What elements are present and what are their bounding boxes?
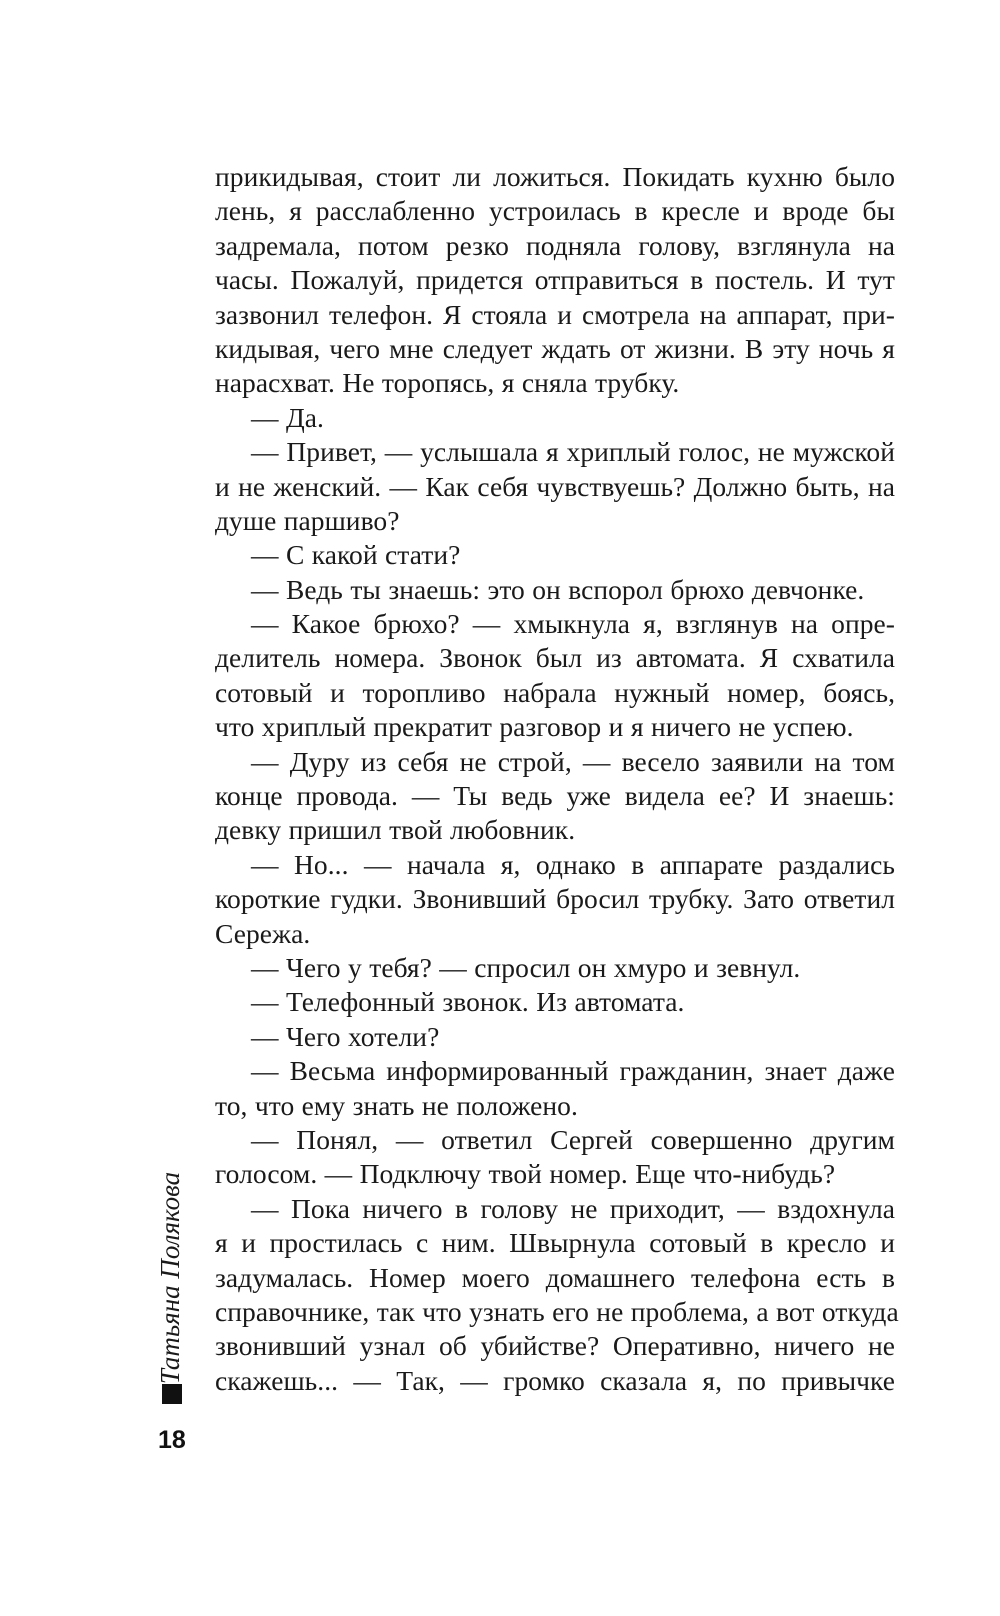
text-line: — Чего у тебя? — спросил он хмуро и зевнул. [251, 951, 801, 983]
text-line: задремала, потом резко подняла голову, взглянула на [215, 229, 895, 261]
text-line: — Какое брюхо? — хмыкнула я, взглянув на опре- [251, 608, 895, 640]
text-line: — Понял, — ответил Сергей совершенно другим [251, 1123, 895, 1155]
text-line: звонивший узнал об убийстве? Оперативно, ничего не [215, 1330, 895, 1362]
body-text [215, 160, 899, 1398]
text-line: — Пока ничего в голову не приходит, — вздохнула [251, 1192, 895, 1224]
text-line: часы. Пожалуй, придется отправиться в постель. И тут [215, 264, 895, 296]
text-line: зазвонил телефон. Я стояла и смотрела на аппарат, при- [215, 298, 895, 330]
running-header [152, 1148, 188, 1410]
text-line: что хриплый прекратит разговор и я ничего не успею. [215, 711, 854, 743]
text-line: — С какой стати? [251, 539, 461, 571]
text-line: скажешь... — Так, — громко сказала я, по привычке [215, 1364, 895, 1396]
text-line: задумалась. Номер моего домашнего телефона есть в [215, 1261, 895, 1293]
page-marker-square [162, 1384, 182, 1404]
text-line: я и простилась с ним. Швырнула сотовый в кресло и [215, 1227, 895, 1259]
text-line: — Но... — начала я, однако в аппарате раздались [251, 848, 895, 880]
text-line: сотовый и торопливо набрала нужный номер, боясь, [215, 676, 895, 708]
text-line: Сережа. [215, 917, 311, 949]
text-line: — Телефонный звонок. Из автомата. [251, 986, 685, 1018]
text-line: то, что ему знать не положено. [215, 1089, 578, 1121]
text-line: кидывая, чего мне следует ждать от жизни. В эту ночь я [215, 332, 895, 364]
text-line: — Да. [251, 401, 324, 433]
page-number: 18 [158, 1426, 186, 1454]
text-line: душе паршиво? [215, 504, 400, 536]
text-line: лень, я расслабленно устроилась в кресле и вроде бы [215, 195, 895, 227]
text-line: — Привет, — услышала я хриплый голос, не мужской [251, 436, 895, 468]
text-line: и не женский. — Как себя чувствуешь? Должно быть, на [215, 470, 895, 502]
text-line: голосом. — Подключу твой номер. Еще что-нибудь? [215, 1158, 836, 1190]
text-line: — Дуру из себя не строй, — весело заявили на том [251, 745, 895, 777]
text-line: — Ведь ты знаешь: это он вспорол брюхо девчонке. [251, 573, 865, 605]
text-line: — Весьма информированный гражданин, знает даже [251, 1055, 895, 1087]
text-line: — Чего хотели? [251, 1020, 440, 1052]
text-line: короткие гудки. Звонивший бросил трубку. Зато ответил [215, 883, 895, 915]
text-line: конце провода. — Ты ведь уже видела ее? И знаешь: [215, 780, 895, 812]
text-line: делитель номера. Звонок был из автомата. Я схватила [215, 642, 895, 674]
author-name: Татьяна Полякова [155, 1171, 185, 1385]
text-line: прикидывая, стоит ли ложиться. Покидать кухню было [215, 161, 895, 192]
text-line: нарасхват. Не торопясь, я сняла трубку. [215, 367, 680, 399]
text-line: девку пришил твой любовник. [215, 814, 576, 846]
text-line: справочнике, так что узнать его не проблема, а вот откуда [215, 1295, 899, 1327]
